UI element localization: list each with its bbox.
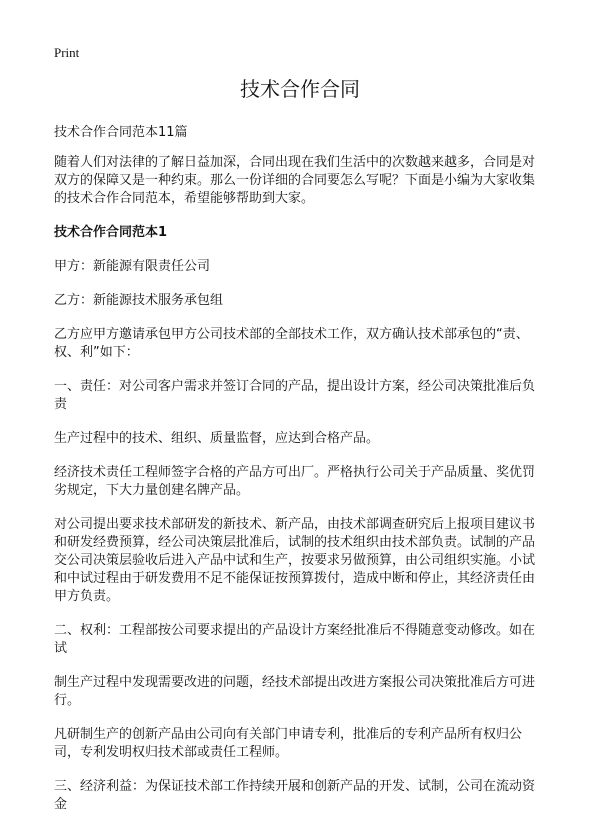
contract-paragraph: 生产过程中的技术、组织、质量监督，应达到合格产品。 <box>54 431 380 446</box>
contract-paragraph: 凡研制生产的创新产品由公司向有关部门申请专利，批准后的专利产品所有权归公司，专利发明权归技术部或责任工程师。 <box>54 727 523 760</box>
intro-paragraph: 随着人们对法律的了解日益加深，合同出现在我们生活中的次数越来越多，合同是对双方的保障又是一种约束。那么一份详细的合同要怎么写呢？下面是小编为大家收集的技术合作合同范本，希望能够帮助到大家。 <box>54 155 536 206</box>
page-title: 技术合作合同 <box>240 77 360 101</box>
contract-paragraph: 经济技术责任工程师签字合格的产品方可出厂。严格执行公司关于产品质量、奖优罚劣规定，下大力量创建名牌产品。 <box>54 465 536 498</box>
contract-paragraph: 二、权利：工程部按公司要求提出的产品设计方案经批准后不得随意变动修改。如在试 <box>54 623 536 656</box>
document-subtitle: 技术合作合同范本11篇 <box>54 125 188 140</box>
party-b: 乙方：新能源技术服务承包组 <box>54 293 224 308</box>
contract-paragraph: 乙方应甲方邀请承包甲方公司技术部的全部技术工作，双方确认技术部承包的“责、权、利”如下： <box>54 327 529 360</box>
party-a: 甲方：新能源有限责任公司 <box>54 259 211 274</box>
contract-paragraph: 一、责任：对公司客户需求并签订合同的产品，提出设计方案，经公司决策批准后负责 <box>54 379 536 412</box>
print-label[interactable]: Print <box>54 45 80 60</box>
section-heading: 技术合作合同范本1 <box>54 225 168 240</box>
contract-paragraph: 三、经济利益：为保证技术部工作持续开展和创新产品的开发、试制，公司在流动资金 <box>54 779 536 812</box>
contract-paragraph: 制生产过程中发现需要改进的问题，经技术部提出改进方案报公司决策批准后方可进行。 <box>54 675 536 708</box>
contract-paragraph: 对公司提出要求技术部研发的新技术、新产品，由技术部调查研究后上报项目建议书和研发经费预算，经公司决策层批准后，试制的技术组织由技术部负责。试制的产品交公司决策层验收后进入产品中试和生产，按要求另做预算，由公司组织实施。小试和中试过程由于研发费用不足不能保证按预算拨付，造成中断和停止，其经济责任由甲方负责。 <box>54 517 536 604</box>
